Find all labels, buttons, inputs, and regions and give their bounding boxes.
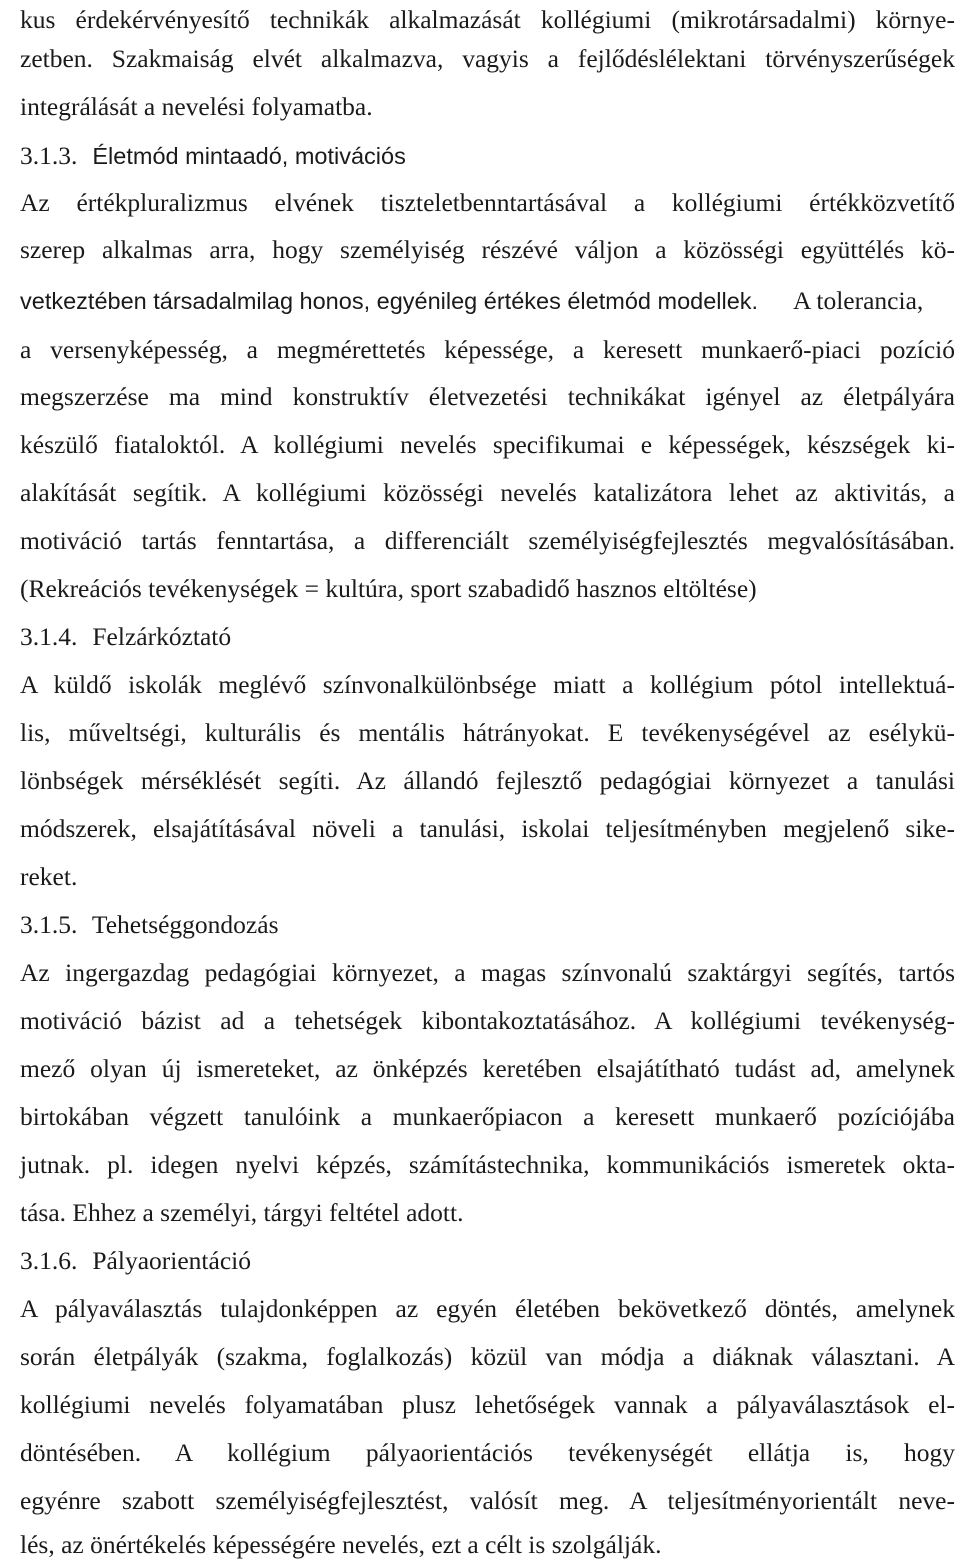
text-line: mező olyan új ismereteket, az önképzés keretében elsajátítható tudást ad, amelynek <box>20 1054 955 1083</box>
text-line: Az értékpluralizmus elvének tiszteletbenntartásával a kollégiumi értékközvetítő <box>20 188 955 217</box>
text-line: (Rekreációs tevékenységek = kultúra, sport szabadidő hasznos eltöltése) <box>20 574 757 603</box>
text-line: megszerzése ma mind konstruktív életvezetési technikákat igényel az életpályára <box>20 382 955 411</box>
section-number: 3.1.6. <box>20 1246 78 1275</box>
text-line: lés, az önértékelés képességére nevelés, ezt a célt is szolgálják. <box>20 1530 662 1559</box>
text-line: módszerek, elsajátításával növeli a tanulási, iskolai teljesítményben megjelenő sike- <box>20 814 955 843</box>
text-line: Az ingergazdag pedagógiai környezet, a magas színvonalú szaktárgyi segítés, tartós <box>20 958 955 987</box>
text-line: A pályaválasztás tulajdonképpen az egyén életében bekövetkező döntés, amelynek <box>20 1294 955 1323</box>
text-line: során életpályák (szakma, foglalkozás) közül van módja a diáknak választani. A <box>20 1342 955 1371</box>
text-line: reket. <box>20 862 78 891</box>
section-number: 3.1.4. <box>20 622 78 651</box>
text-line: integrálását a nevelési folyamatba. <box>20 92 373 121</box>
section-number: 3.1.5. <box>20 910 78 939</box>
section-title: Tehetséggondozás <box>91 910 279 939</box>
section-title: Pályaorientáció <box>92 1246 251 1275</box>
text-line: A tolerancia, <box>793 286 924 315</box>
text-line: lis, műveltségi, kulturális és mentális hátrányokat. E tevékenységével az esélykü- <box>20 718 955 747</box>
text-line: A küldő iskolák meglévő színvonalkülönbsége miatt a kollégium pótol intellektuá- <box>20 670 955 699</box>
text-line: tása. Ehhez a személyi, tárgyi feltétel adott. <box>20 1198 464 1227</box>
text-line: motiváció bázist ad a tehetségek kibontakoztatásához. A kollégiumi tevékenység- <box>20 1006 955 1035</box>
text-line: szerep alkalmas arra, hogy személyiség részévé váljon a közösségi együttélés kö- <box>20 235 955 264</box>
text-line: kus érdekérvényesítő technikák alkalmazását kollégiumi (mikrotársadalmi) környe- <box>20 5 955 34</box>
text-line: motiváció tartás fenntartása, a differenciált személyiségfejlesztés megvalósításában. <box>20 526 955 555</box>
section-number: 3.1.3. <box>20 141 78 170</box>
section-heading <box>20 617 955 657</box>
section-title: Életmód mintaadó, motivációs <box>92 143 406 169</box>
text-line: vetkeztében társadalmilag honos, egyénileg értékes életmód modellek. <box>20 288 759 314</box>
section-heading <box>20 905 955 945</box>
text-line: kollégiumi nevelés folyamatában plusz lehetőségek vannak a pályaválasztások el- <box>20 1390 955 1419</box>
text-line: birtokában végzett tanulóink a munkaerőpiacon a keresett munkaerő pozíciójába <box>20 1102 955 1131</box>
text-line: készülő fiataloktól. A kollégiumi nevelés specifikumai e képességek, készségek ki- <box>20 430 955 459</box>
text-line: a versenyképesség, a megmérettetés képessége, a keresett munkaerő-piaci pozíció <box>20 335 955 364</box>
section-heading <box>20 136 955 176</box>
text-line: lönbségek mérséklését segíti. Az állandó fejlesztő pedagógiai környezet a tanulási <box>20 766 955 795</box>
text-line: egyénre szabott személyiségfejlesztést, valósít meg. A teljesítményorientált neve- <box>20 1486 955 1515</box>
text-line: jutnak. pl. idegen nyelvi képzés, számítástechnika, kommunikációs ismeretek okta- <box>20 1150 955 1179</box>
text-line: alakítását segítik. A kollégiumi közösségi nevelés katalizátora lehet az aktivitás, a <box>20 478 955 507</box>
text-line: zetben. Szakmaiság elvét alkalmazva, vagyis a fejlődéslélektani törvényszerűségek <box>20 44 955 73</box>
text-line: döntésében. A kollégium pályaorientációs tevékenységét ellátja is, hogy <box>20 1438 955 1467</box>
section-heading <box>20 1241 955 1281</box>
section-title: Felzárkóztató <box>92 622 232 651</box>
